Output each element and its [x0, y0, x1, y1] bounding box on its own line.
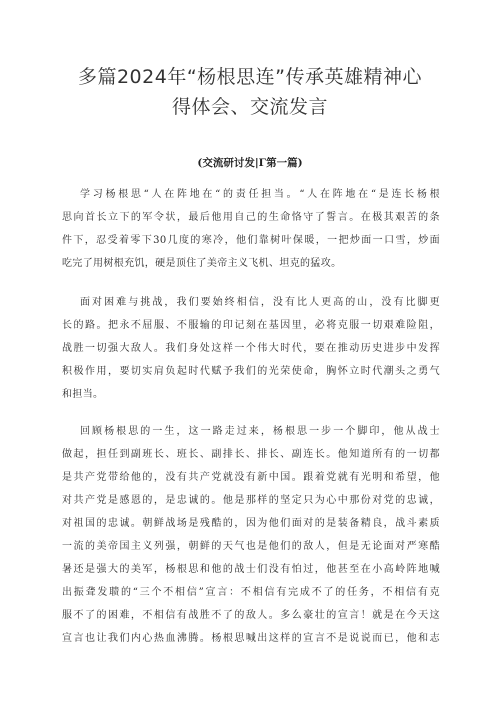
paragraph-line: 是共产党带给他的，没有共产党就没有新中国。跟着党就有光明和希望，他 [62, 472, 440, 483]
paragraph-line: 积极作用，要切实肩负起时代赋予我们的光荣使命，胸怀立时代潮头之勇气 [62, 366, 440, 377]
paragraph-line: 出振聋发聩的“三个不相信”宣言：不相信有完成不了的任务，不相信有克 [62, 587, 440, 598]
paragraph-line: 战胜一切强大敌人。我们身处这样一个伟大时代，要在推动历史进步中发挥 [62, 343, 440, 354]
paragraph-line: 学习杨根思“人在阵地在“的责任担当。“人在阵地在“是连长杨根 [80, 189, 440, 200]
paragraph-line: 长的路。把永不屈服、不服输的印记刻在基因里，必将克服一切艰难险阻， [62, 320, 440, 331]
paragraph-line: 面对困难与挑战，我们要始终相信，没有比人更高的山，没有比脚更 [80, 297, 440, 308]
paragraph-1 [62, 183, 440, 275]
document-title-line-2: 得体会、交流发言 [171, 96, 328, 118]
paragraph-line: 件下，忍受着零下30几度的寒冷，他们靠树叶保暖，一把炒面一口雪，炒面 [62, 235, 440, 246]
paragraph-line: 做起，担任到副班长、班长、副排长、排长、副连长。他知道所有的一切都 [62, 449, 440, 460]
document-subtitle: (交流研讨发|Γ第一篇) [197, 157, 303, 169]
paragraph-line: 宣言也让我们内心热血沸腾。杨根思喊出这样的宣言不是说说而已，他和志 [62, 633, 440, 644]
paragraph-3 [62, 420, 440, 650]
paragraph-line: 吃完了用树根充饥，硬是顶住了美帝主义飞机、坦克的猛攻。 [62, 258, 342, 269]
paragraph-line: 对祖国的忠诚。朝鲜战场是残酷的，因为他们面对的是装备精良，战斗素质 [62, 518, 440, 529]
paragraph-line: 对共产党是感恩的，是忠诚的。他是那样的坚定只为心中那份对党的忠诚， [62, 495, 440, 506]
paragraph-line: 服不了的困难，不相信有战胜不了的敌人。多么豪壮的宣言！就是在今天这 [62, 610, 440, 621]
paragraph-line: 暑还是强大的美军，杨根思和他的战士们没有怕过，他甚至在小高岭阵地喊 [62, 564, 440, 575]
document-title-line-1: 多篇2024年“杨根思连”传承英雄精神心 [77, 66, 423, 88]
paragraph-line: 和担当。 [62, 389, 104, 400]
paragraph-2 [62, 291, 440, 406]
paragraph-line: 一流的美帝国主义列强，朝鲜的天气也是他们的敌人，但是无论面对严寒酷 [62, 541, 440, 552]
paragraph-line: 回顾杨根思的一生，这一路走过来，杨根思一步一个脚印，他从战士 [80, 426, 440, 437]
paragraph-line: 思向首长立下的军令状，最后他用自己的生命恪守了誓言。在极其艰苦的条 [62, 212, 440, 223]
